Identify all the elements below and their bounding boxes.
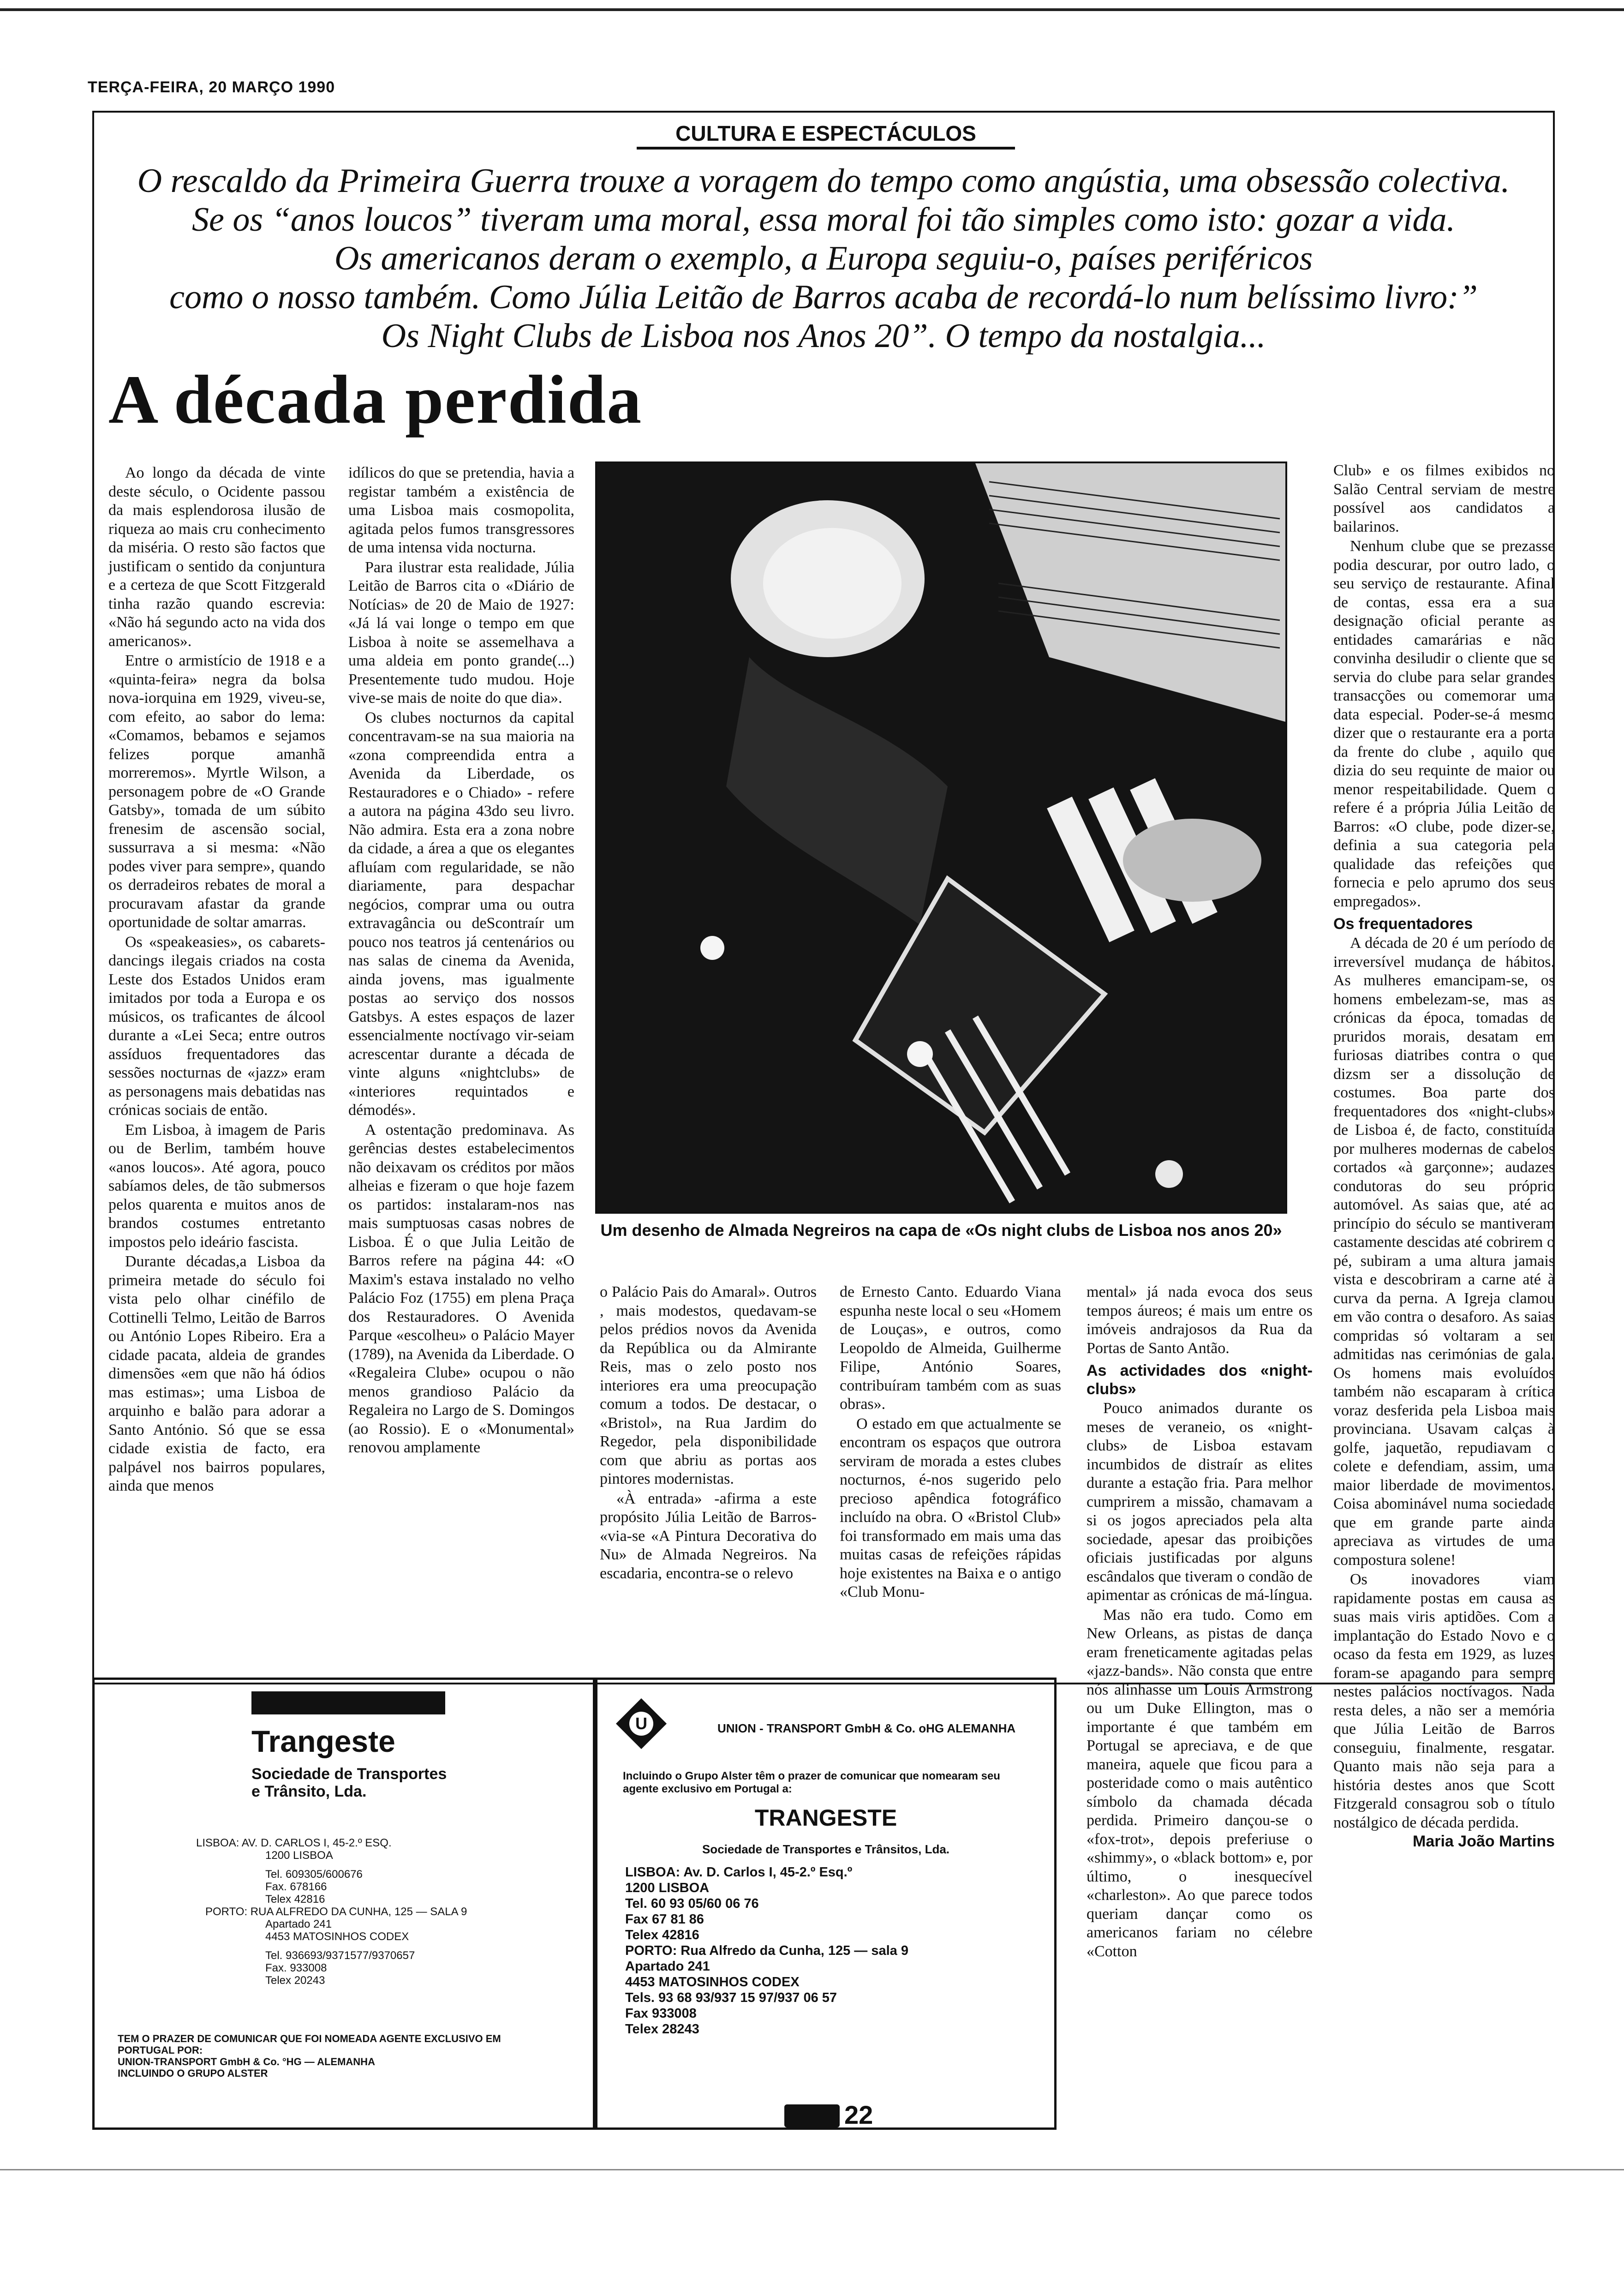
paragraph: Entre o armistício de 1918 e a «quinta-feira» negra da bolsa nova-iorquina em 1929, viveu-se, com efeito, ao sabor do lema: «Comamos, bebamos e sejamos felizes porque amanhã morreremos». Myrtle Wilson, a personagem pobre de «O Grande Gatsby», tomada de um súbito frenesim de ascensão social, sussurrava a si mesma: «Não podes viver para sempre», quando os derradeiros rebates de moral a procuravam afastar da grande oportunidade de soltar amarras. <box>108 652 325 931</box>
article-column-1 <box>108 464 325 1496</box>
byline: Maria João Martins <box>1413 1833 1555 1850</box>
union-transport-logo-icon <box>616 1698 667 1749</box>
trangeste-ad <box>92 1678 595 2130</box>
top-rule <box>0 8 1624 11</box>
paragraph: O estado em que actualmente se encontram os espaços que outrora serviram de morada a estes clubes nocturnos, é-nos sugerido pelo precioso apêndica fotográfico incluído na obra. O «Bristol Club» foi transformado em mais uma das muitas casas de refeições rápidas hoje existentes na Baixa e o antigo «Club Monu- <box>840 1415 1061 1600</box>
ad-line: Apartado 241 <box>625 1959 710 1974</box>
paragraph: Em Lisboa, à imagem de Paris ou de Berlim, também houve «anos loucos». Até agora, pouco sabíamos deles, de tão submersos pelos quarenta e muitos anos de brandos costumes entretanto impostos pelo ideário fascista. <box>108 1121 325 1251</box>
ad-line: Tel. 60 93 05/60 06 76 <box>625 1896 759 1911</box>
paragraph: mental» já nada evoca dos seus tempos áureos; é mais um entre os imóveis andrajosos da Rua da Portas de Santo Antão. <box>1087 1283 1313 1357</box>
article-column-5 <box>1087 1283 1313 1961</box>
ad-line: Telex 28243 <box>625 2022 699 2037</box>
page-number: 22 <box>844 2100 873 2129</box>
ad-subtitle: Sociedade de Transportes e Trânsitos, Lda. <box>702 1842 950 1856</box>
article-column-2 <box>348 464 574 1457</box>
article-column-4 <box>840 1283 1061 1602</box>
paragraph: Pouco animados durante os meses de veraneio, os «night-clubs» de Lisboa estavam incumbidos de distraír as elites durante a estação fria. Para melhor cumprirem a missão, chamavam a si os jogos apreciados pela alta sociedade, apesar das proibições oficiais justificadas por alguns escândalos que tiveram o condão de apimentar as crónicas de má-língua. <box>1087 1400 1313 1604</box>
paragraph: Club» e os filmes exibidos no Salão Central serviam de mestre possível aos candidatos a bailarinos. <box>1333 462 1555 535</box>
ad-intro: Incluindo o Grupo Alster têm o prazer de comunicar que nomearam seu agente exclusivo em Portugal a: <box>623 1770 1000 1795</box>
deck-line: Se os “anos loucos” tiveram uma moral, essa moral foi tão simples como isto: gozar a vida. <box>192 201 1455 239</box>
ad-line: Fax. 678166 <box>265 1881 327 1893</box>
ad-line: 4453 MATOSINHOS CODEX <box>265 1930 409 1943</box>
ad-footer-line: INCLUINDO O GRUPO ALSTER <box>118 2067 268 2079</box>
ad-line: 1200 LISBOA <box>265 1849 333 1862</box>
ad-line: Telex 42816 <box>265 1893 325 1906</box>
ad-title: Trangeste <box>251 1724 395 1758</box>
headline: A década perdida <box>108 361 643 438</box>
subheading: As actividades dos «night-clubs» <box>1087 1362 1313 1398</box>
section-label: CULTURA E ESPECTÁCULOS <box>637 121 1015 150</box>
paragraph: Ao longo da década de vinte deste século, o Ocidente passou da mais esplendorosa ilusão de riqueza ao mais cru conhecimento da miséria. O resto são factos que justificam o sentido da conjuntura e a certeza de que Scott Fitzgerald tinha razão quando escrevia: «Não há segundo acto na vida dos americanos». <box>108 464 325 650</box>
paragraph: Os inovadores viam rapidamente postas em causa as suas mais viris aptidões. Com a implantação do Estado Novo e o ocaso da festa em 1929, as luzes foram-se apagando para sempre nestes palácios noctívagos. Nada resta deles, a não ser a memória que Júlia Leitão de Barros conseguiu, finalmente, resgatar. Quanto mais não seja para a história destes anos que Scott Fitzgerald consagrou sob o título nostálgico de década perdida. <box>1333 1571 1555 1831</box>
ad-footer-line: UNION-TRANSPORT GmbH & Co. °HG — ALEMANHA <box>118 2056 375 2067</box>
ad-line: Fax 933008 <box>625 2006 697 2021</box>
ad-line: 1200 LISBOA <box>625 1881 710 1895</box>
subheading: Os frequentadores <box>1333 915 1473 933</box>
ad-line: Tel. 936693/9371577/9370657 <box>265 1949 415 1962</box>
ad-line: Apartado 241 <box>265 1918 332 1930</box>
paragraph: Os «speakeasies», os cabarets-dancings ilegais criados na costa Leste dos Estados Unidos eram imitados por toda a Europa e os músicos, os traficantes de álcool durante a «Lei Seca; entre outros assíduos frequentadores das sessões nocturnas de «jazz» eram as personagens mais debatidas nas crónicas sociais de então. <box>108 933 325 1119</box>
article-illustration <box>595 461 1287 1214</box>
ad-line: LISBOA: Av. D. Carlos I, 45-2.º Esq.º <box>625 1865 853 1880</box>
ad-name: TRANGESTE <box>754 1805 897 1831</box>
pianist-drawing <box>597 463 1285 1212</box>
paragraph: idílicos do que se pretendia, havia a registar também a existência de uma Lisboa mais cosmopolita, agitada pelos fumos transgressores de uma intensa vida nocturna. <box>348 464 574 556</box>
paragraph: Para ilustrar esta realidade, Júlia Leitão de Barros cita o «Diário de Notícias» de 20 de Maio de 1927: «Já lá vai longe o tempo em que Lisboa à noite se assemelhava a uma aldeia em ponto grande(...) Presentemente tudo mudou. Hoje vive-se mais de noite do que dia». <box>348 558 574 707</box>
ad-subtitle-line: e Trânsito, Lda. <box>251 1783 367 1800</box>
deck-line: O rescaldo da Primeira Guerra trouxe a voragem do tempo como angústia, uma obsessão colectiva. <box>137 162 1510 200</box>
paragraph: A ostentação predominava. As gerências destes estabelecimentos não deixavam os créditos por mãos alheias e fizeram o que hoje fazem os partidos: instalaram-nos nas mais sumptuosas casas nobres de Lisboa. É o que Julia Leitão de Barros refere na página 44: «O Maxim's estava instalado no velho Palácio Foz (1755) em plena Praça dos Restauradores. O Avenida Parque «escolheu» o Palácio Mayer (1789), na Avenida da Liberdade. O «Regaleira Clube» ocupou o não menos grandioso Palácio da Regaleira no Largo de S. Domingos (ao Rossio). E o «Monumental» renovou amplamente <box>348 1121 574 1456</box>
paragraph: Os clubes nocturnos da capital concentravam-se na sua maioria na «zona compreendida entra a Avenida da Liberdade, os Restauradores e o Chiado» - refere a autora na página 43do seu livro. Não admira. Esta era a zona nobre da cidade, a área a que os elegantes afluíam com regularidade, se não diariamente, para despachar negócios, comprar uma ou outra extravagância ou deScontraír um pouco nos teatros já centenários ou nas salas de cinema da Avenida, ainda jovens, mas igualmente postas ao serviço dos nossos Gatsbys. A estes espaços de lazer essencialmente noctívago vir-seiam acrescentar durante a década de vinte alguns «nightclubs» de «interiores requintados e démodés». <box>348 709 574 1119</box>
deck <box>120 162 1527 355</box>
photo-caption: Um desenho de Almada Negreiros na capa de «Os night clubs de Lisboa nos anos 20» <box>600 1221 1282 1240</box>
ad-line: LISBOA: AV. D. CARLOS I, 45-2.º ESQ. <box>196 1837 392 1849</box>
ad-footer-line: TEM O PRAZER DE COMUNICAR QUE FOI NOMEADA AGENTE EXCLUSIVO EM <box>118 2033 501 2044</box>
ad-footer <box>118 2033 579 2079</box>
ad-line: Telex 20243 <box>265 1974 325 1987</box>
deck-line: como o nosso também. Como Júlia Leitão de Barros acaba de recordá-lo num belíssimo livro:” <box>169 278 1478 316</box>
deck-line: Os americanos deram o exemplo, a Europa seguiu-o, países periféricos <box>334 240 1313 277</box>
article-column-6 <box>1333 461 1555 1851</box>
ad-subtitle-line: Sociedade de Transportes <box>251 1765 447 1783</box>
union-transport-ad <box>595 1678 1057 2130</box>
ad-line: PORTO: RUA ALFREDO DA CUNHA, 125 — SALA 9 <box>205 1906 467 1918</box>
ad-line: Tel. 609305/600676 <box>265 1868 363 1881</box>
ad-subtitle <box>251 1765 447 1800</box>
article-column-3 <box>600 1283 817 1583</box>
newspaper-logo-icon <box>784 2104 840 2127</box>
ad-line: Tels. 93 68 93/937 15 97/937 06 57 <box>625 1990 837 2005</box>
ad-address-block <box>625 1864 1031 2037</box>
ad-line: PORTO: Rua Alfredo da Cunha, 125 — sala 9 <box>625 1943 908 1958</box>
logo-letter: U <box>635 1714 647 1733</box>
deck-line: Os Night Clubs de Lisboa nos Anos 20”. O tempo da nostalgia... <box>381 317 1266 355</box>
ad-footer-line: PORTUGAL POR: <box>118 2044 203 2056</box>
paragraph: Nenhum clube que se prezasse podia descurar, por outro lado, o seu serviço de restaurante. Afinal de contas, essa era a sua designação oficial perante as entidades camarárias e não convinha desiludir o cliente que se servia do clube para selar grandes transacções ou comemorar uma data especial. Poder-se-á mesmo dizer que o restaurante era a porta da frente do clube , aquilo que dizia do seu requinte de maior ou menor respeitabilidade. Quem o refere é a própria Júlia Leitão de Barros: «O clube, pode dizer-se, definia a sua categoria pela qualidade das refeições que fornecia e pelo aprumo dos seus empregados». <box>1333 538 1555 910</box>
ad-line: Fax 67 81 86 <box>625 1912 704 1927</box>
scan-edge <box>0 2169 1624 2170</box>
ad-address-block <box>196 1837 565 1987</box>
ad-company: UNION - TRANSPORT GmbH & Co. oHG ALEMANHA <box>717 1721 1016 1735</box>
paragraph: o Palácio Pais do Amaral». Outros , mais modestos, quedavam-se pelos prédios novos da Avenida da República ou da Almirante Reis, mas o zelo posto nos interiores era uma preocupação comum a todos. De destacar, o «Bristol», na Rua Jardim do Regedor, pela disponibilidade com que abriu as portas aos pintores modernistas. <box>600 1283 817 1487</box>
ad-line: Telex 42816 <box>625 1928 699 1942</box>
dateline: TERÇA-FEIRA, 20 MARÇO 1990 <box>88 78 335 96</box>
paragraph: «À entrada» -afirma a este propósito Júlia Leitão de Barros- «via-se «A Pintura Decorativa do Nu» de Almada Negreiros. Na escadaria, encontra-se o relevo <box>600 1490 817 1582</box>
ad-line: 4453 MATOSINHOS CODEX <box>625 1975 800 1989</box>
ad-line: Fax. 933008 <box>265 1962 327 1974</box>
paragraph: Mas não era tudo. Como em New Orleans, as pistas de dança eram freneticamente agitadas pelas «jazz-bands». Não consta que entre nós alinhasse um Louis Armstrong ou um Duke Ellington, mas o importante é que também em Portugal se apreciava, e de que maneira, aquele que ficou para a posteridade como o mais autêntico símbolo da chamada década perdida. Primeiro dançou-se o «fox-trot», depois preferiuse o «shimmy», o «black bottom» e, por último, o inesquecível «charleston». Ao que parece todos queriam dançar como os americanos fariam no célebre «Cotton <box>1087 1606 1313 1960</box>
ad-black-bar <box>251 1691 445 1714</box>
paragraph: de Ernesto Canto. Eduardo Viana espunha neste local o seu «Homem de Louças», e outros, como Leopoldo de Almeida, Guilherme Filipe, António Soares, contribuíram também com as suas obras». <box>840 1283 1061 1413</box>
paragraph: A década de 20 é um período de irreversível mudança de hábitos. As mulheres emancipam-se, os homens embelezam-se, mas as crónicas da época, tomadas de pruridos morais, desatam em furiosas diatribes contra o que dizsm ser a dissolução de costumes. Boa parte dos frequentadores dos «night-clubs» de Lisboa é, de facto, constituída por mulheres modernas de cabelos cortados «à garçonne»; audazes condutoras do seu próprio automóvel. As saias que, até ao princípio do século se mantiveram castamente descidas até cobrirem o pé, subiram a uma altura jamais vista e descobriram a carne até à curva da perna. A Igreja clamou em vão contra o desaforo. As saias compridas só voltaram a ser admitidas nas cerimónias de gala. Os homens mais evoluídos também não escaparam à crítica voraz desferida pela Lisboa mais provinciana. Usavam calças à golfe, jaquetão, repudiavam o colete e defendiam, assim, uma maior liberdade de movimentos. Coisa abominável numa sociedade que em grande parte ainda apreciava as virtudes de uma compostura solene! <box>1333 935 1555 1569</box>
paragraph: Durante décadas,a Lisboa da primeira metade do século foi vista pelo olhar cinéfilo de Cottinelli Telmo, Leitão de Barros ou António Lopes Ribeiro. Era a cidade pacata, aldeia de grandes dimensões «em que não há ódios mas estimas»; uma Lisboa de arquinho e balão para adorar a Santo António. Só que se essa cidade existia de facto, era palpável nos bairros populares, ainda que menos <box>108 1253 325 1494</box>
